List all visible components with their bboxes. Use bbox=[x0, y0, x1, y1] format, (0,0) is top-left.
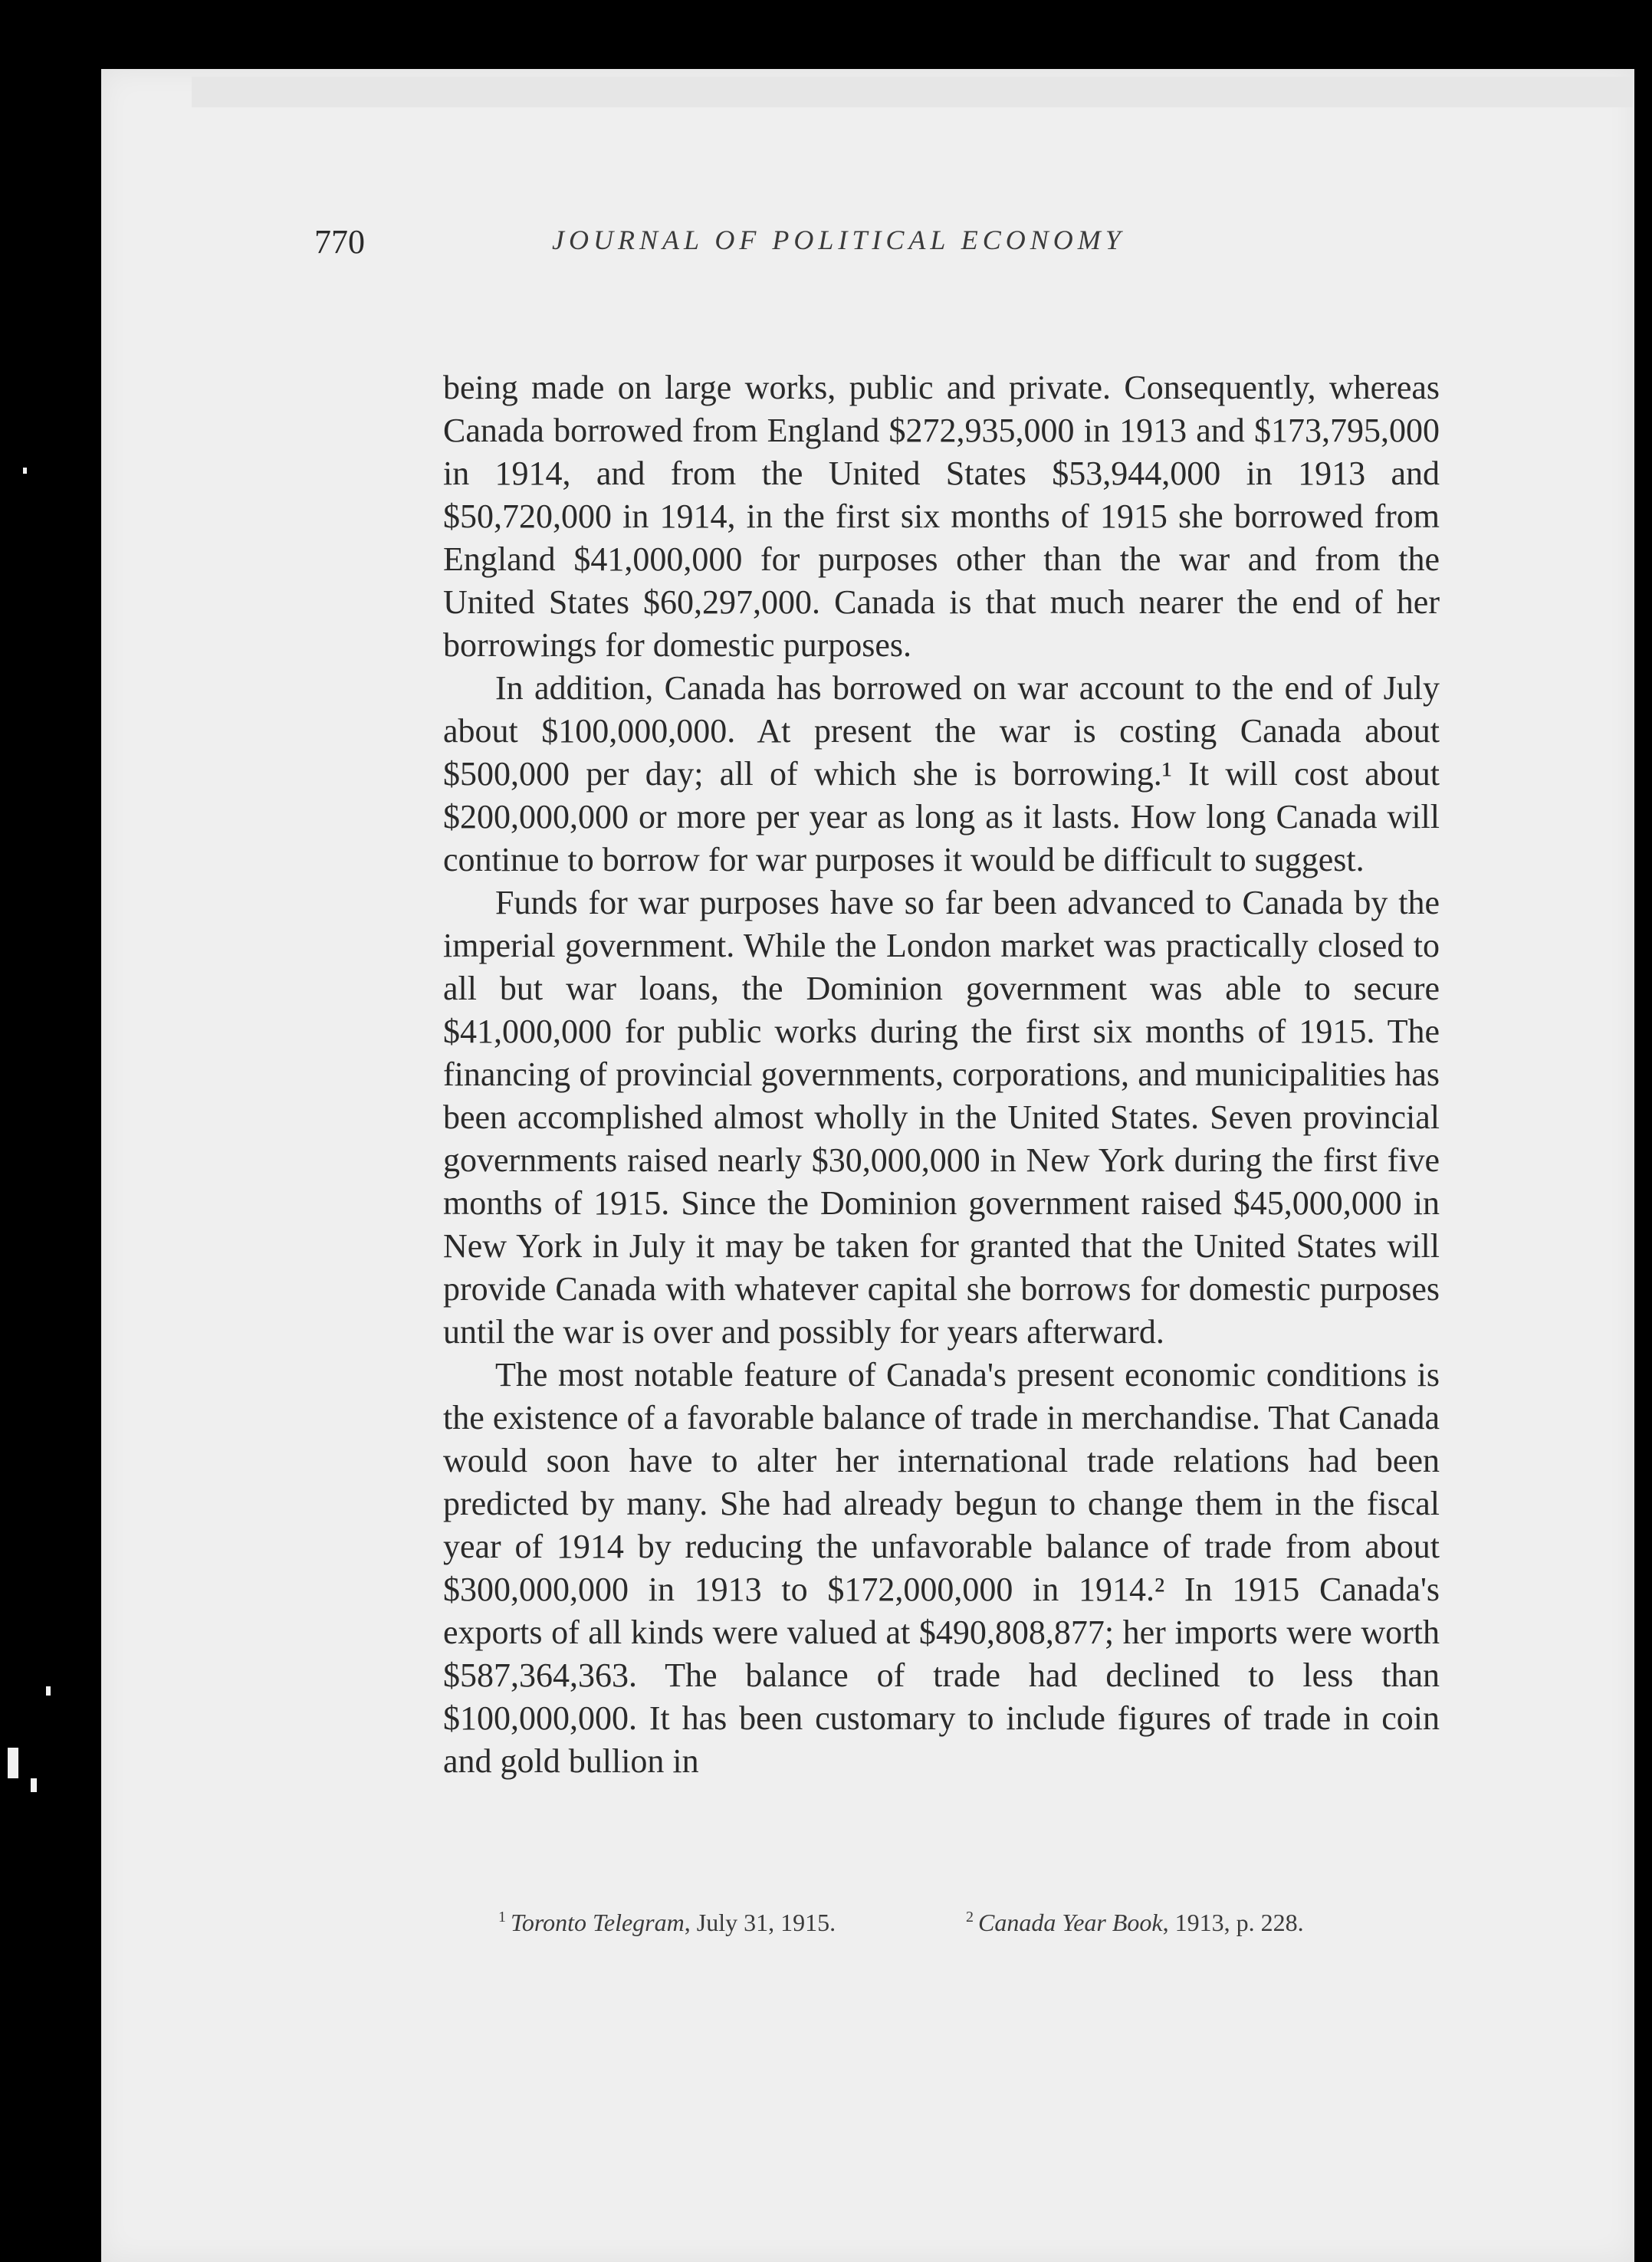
scan-speck bbox=[46, 1686, 51, 1696]
footnote-1-mark: 1 bbox=[498, 1909, 506, 1926]
footnote-1-detail: , July 31, 1915. bbox=[684, 1909, 836, 1936]
scan-speck bbox=[1639, 161, 1651, 192]
paragraph-1: being made on large works, public and private. Consequently, whereas Canada borrowed from England $272,935,000 in 1913 and $173,795,000 in 1914, and from the United States $53,944,000 in 1913 and $50,720,000 in 1914, in the first six months of 1915 she borrowed from England $41,000,000 for purposes other than the war and from the United States $60,297,000. Canada is that much nearer the end of her borrowings for domestic purposes. bbox=[443, 369, 1440, 664]
page-header bbox=[314, 222, 1449, 268]
page-edge-shadow bbox=[192, 77, 1633, 107]
paragraph-4: The most notable feature of Canada's present economic conditions is the existence of a favorable balance of trade in merchandise. That Canada would soon have to alter her international trade relations had been predicted by many. She had already begun to change them in the fiscal year of 1914 by reducing the unfavorable balance of trade from about $300,000,000 in 1913 to $172,000,000 in 1914.² In 1915 Canada's exports of all kinds were valued at $490,808,877; her imports were worth $587,364,363. The balance of trade had declined to less than $100,000,000. It has been customary to include figures of trade in coin and gold bullion in bbox=[443, 1356, 1440, 1780]
page-number: 770 bbox=[314, 223, 365, 261]
paragraph-3: Funds for war purposes have so far been advanced to Canada by the imperial government. While the London market was practically closed to all but war loans, the Dominion government was able to secure $41,000,000 for public works during the first six months of 1915. The financing of provincial governments, corporations, and municipalities has been accomplished almost wholly in the United States. Seven provincial governments raised nearly $30,000,000 in New York during the first five months of 1915. Since the Dominion government raised $45,000,000 in New York in July it may be taken for granted that the United States will provide Canada with whatever capital she borrows for domestic purposes until the war is over and possibly for years afterward. bbox=[443, 884, 1440, 1351]
footnote-2-mark: 2 bbox=[966, 1909, 974, 1926]
scan-speck bbox=[8, 1748, 18, 1778]
scan-speck bbox=[23, 468, 27, 474]
footnote-2 bbox=[966, 1909, 1304, 1937]
footnote-1 bbox=[498, 1909, 836, 1937]
scan-speck bbox=[31, 1778, 37, 1792]
footnote-1-source: Toronto Telegram bbox=[511, 1909, 685, 1936]
footnote-2-source: Canada Year Book bbox=[978, 1909, 1163, 1936]
footnote-2-detail: , 1913, p. 228. bbox=[1162, 1909, 1304, 1936]
running-head: JOURNAL OF POLITICAL ECONOMY bbox=[552, 225, 1125, 255]
paragraph-2: In addition, Canada has borrowed on war account to the end of July about $100,000,000. At present the war is costing Canada about $500,000 per day; all of which she is borrowing.¹ It will cost about $200,000,000 or more per year as long as it lasts. How long Canada will continue to borrow for war purposes it would be difficult to suggest. bbox=[443, 669, 1440, 878]
body-text bbox=[443, 366, 1440, 1783]
